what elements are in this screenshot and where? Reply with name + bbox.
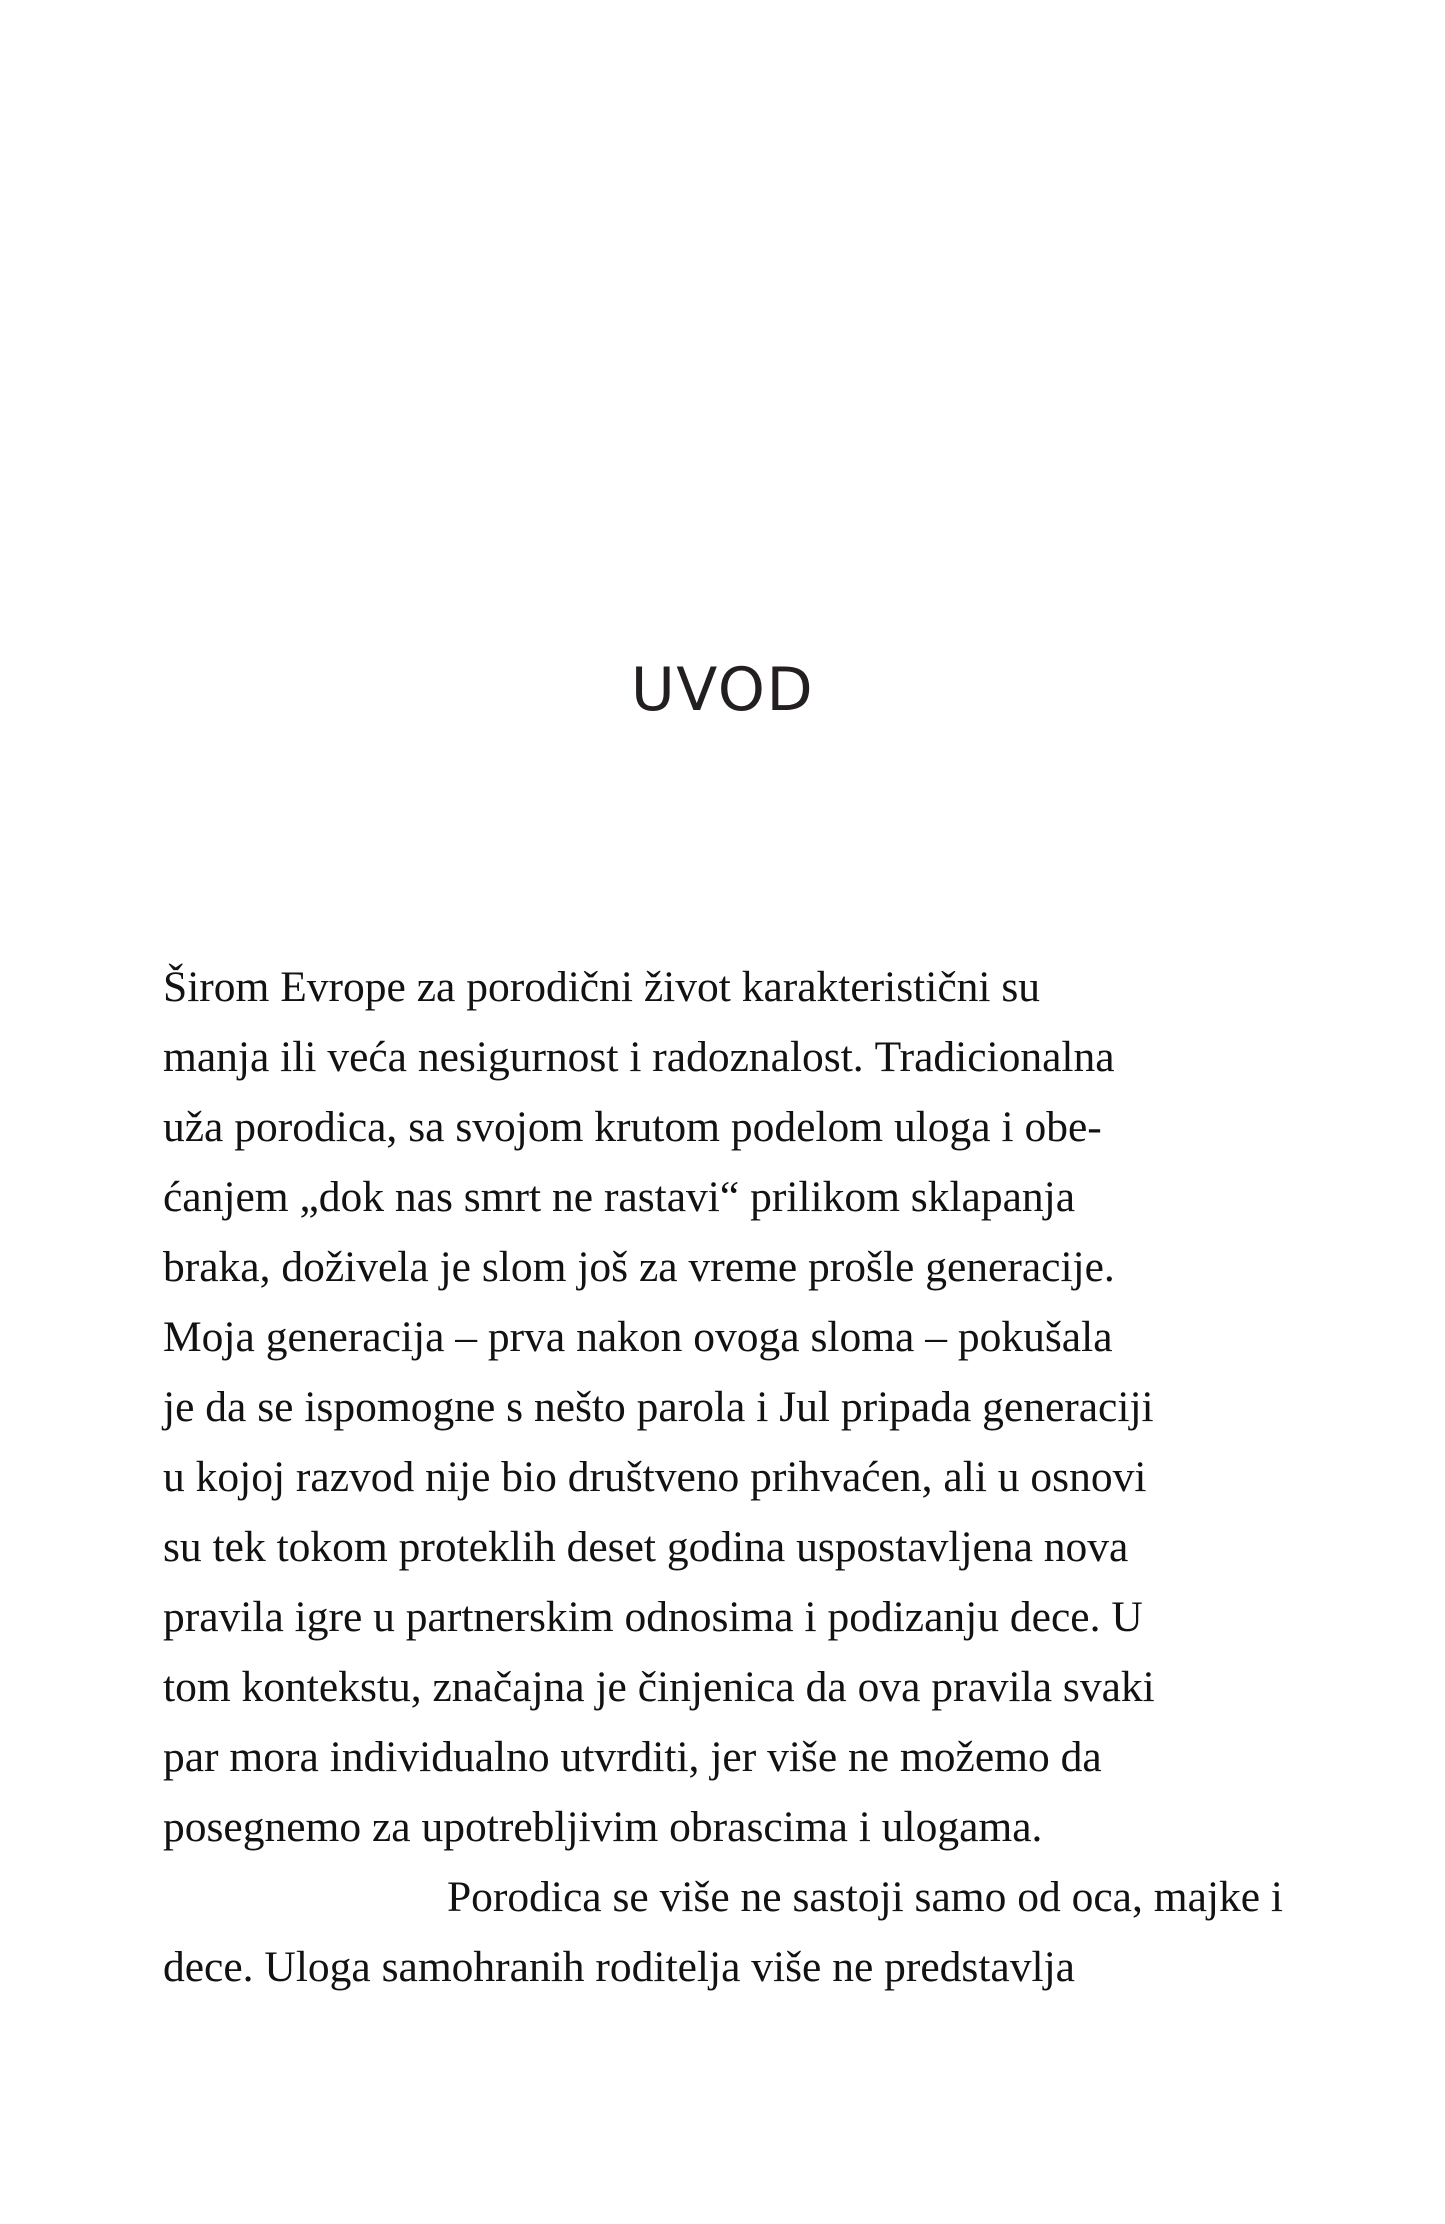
line-text: je da se ispomogne s nešto parola i Jul pripada generaciji <box>163 1383 1154 1431</box>
paragraph-1 <box>163 952 1283 1862</box>
text-line <box>163 1372 1283 1442</box>
text-line <box>163 1722 1283 1792</box>
line-text: braka, doživela je slom još za vreme prošle generacije. <box>163 1243 1115 1291</box>
text-line <box>163 1862 1283 1932</box>
text-line <box>163 1582 1283 1652</box>
line-text: uža porodica, sa svojom krutom podelom uloga i obe- <box>163 1103 1102 1151</box>
body-text-block <box>163 952 1283 2002</box>
line-text: u kojoj razvod nije bio društveno prihvaćen, ali u osnovi <box>163 1453 1147 1501</box>
text-line <box>163 1302 1283 1372</box>
text-line <box>163 1442 1283 1512</box>
line-text: Moja generacija – prva nakon ovoga sloma – pokušala <box>163 1313 1113 1361</box>
text-line <box>163 1792 1283 1862</box>
line-text: Porodica se više ne sastoji samo od oca, majke i <box>446 1873 1283 1921</box>
line-text: ćanjem „dok nas smrt ne rastavi“ prilikom sklapanja <box>163 1173 1076 1221</box>
line-text: su tek tokom proteklih deset godina uspostavljena nova <box>163 1523 1129 1571</box>
line-text: pravila igre u partnerskim odnosima i podizanju dece. U <box>163 1593 1143 1641</box>
line-text: dece. Uloga samohranih roditelja više ne predstavlja <box>163 1943 1075 1991</box>
text-line <box>163 1232 1283 1302</box>
line-text: par mora individualno utvrditi, jer više ne možemo da <box>163 1733 1102 1781</box>
text-line <box>163 1162 1283 1232</box>
text-line <box>163 1932 1283 2002</box>
line-text: Širom Evrope za porodični život karakteristični su <box>163 963 1041 1011</box>
line-text: posegnemo za upotrebljivim obrascima i ulogama. <box>163 1803 1043 1851</box>
chapter-title: UVOD <box>630 655 815 725</box>
text-line <box>163 1022 1283 1092</box>
line-indent <box>163 1862 211 1932</box>
text-line <box>163 1512 1283 1582</box>
text-line <box>163 952 1283 1022</box>
line-text: manja ili veća nesigurnost i radoznalost. Tradicionalna <box>163 1033 1115 1081</box>
paragraph-2 <box>163 1862 1283 2002</box>
text-line <box>163 1092 1283 1162</box>
text-line <box>163 1652 1283 1722</box>
line-text: tom kontekstu, značajna je činjenica da ova pravila svaki <box>163 1663 1155 1711</box>
